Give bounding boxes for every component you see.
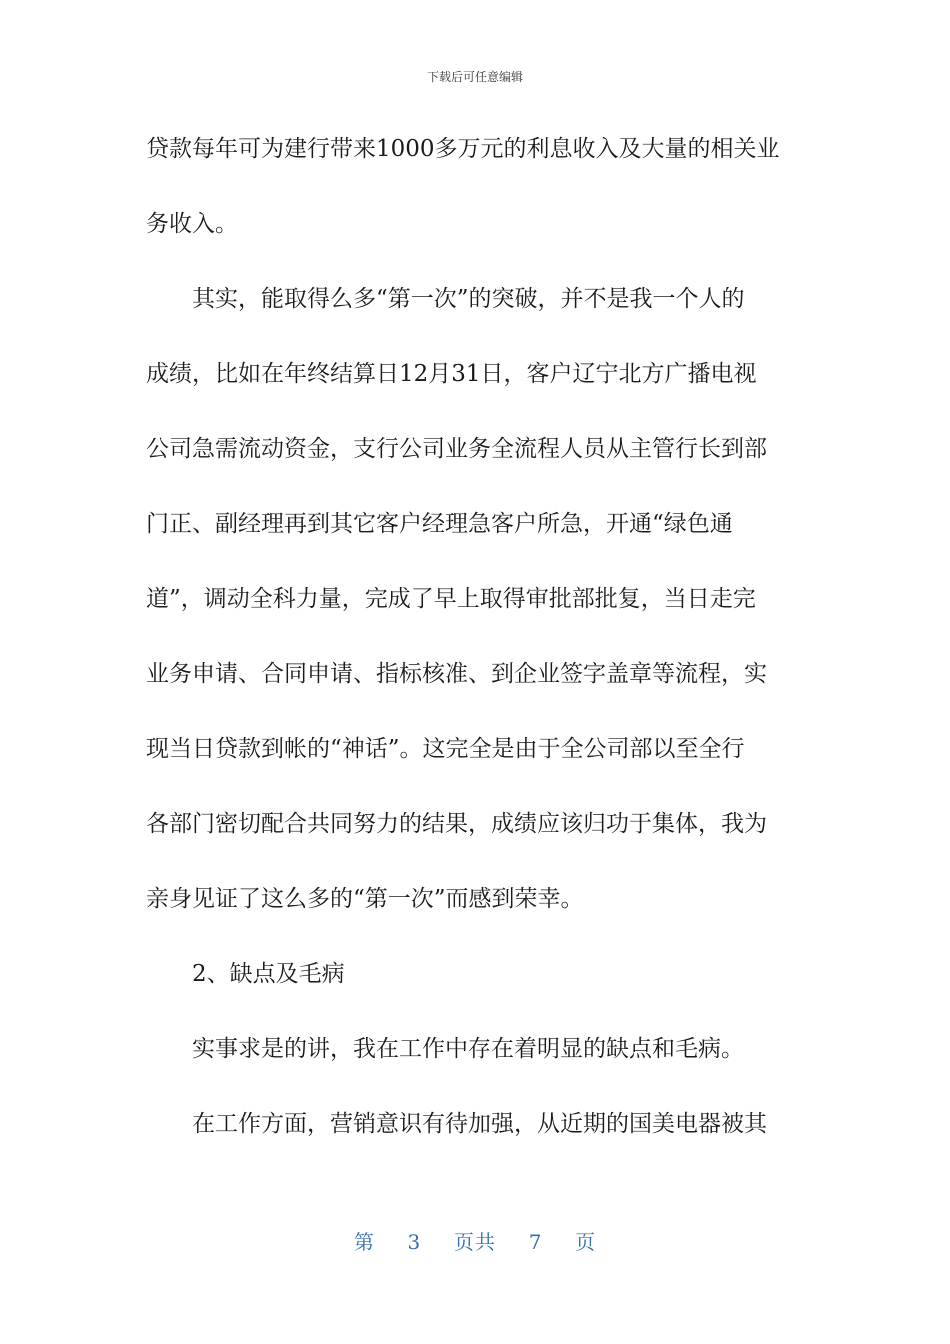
text-line: 道”，调动全科力量，完成了早上取得审批部批复，当日走完 <box>146 586 756 612</box>
page-middle: 页共 <box>454 1230 496 1254</box>
text-line: 公司急需流动资金，支行公司业务全流程人员从主管行长到部 <box>146 436 767 462</box>
page-prefix: 第 <box>353 1230 375 1254</box>
text-line: 成绩，比如在年终结算日12月31日，客户辽宁北方广播电视 <box>146 361 757 387</box>
text-line: 业务申请、合同申请、指标核准、到企业签字盖章等流程，实 <box>146 661 767 687</box>
text-line: 亲身见证了这么多的“第一次”而感到荣幸。 <box>146 886 584 912</box>
text-line: 现当日贷款到帐的“神话”。这完全是由于全公司部以至全行 <box>146 736 745 762</box>
section-heading: 2、缺点及毛病 <box>192 961 345 987</box>
text-line: 门正、副经理再到其它客户经理急客户所急，开通“绿色通 <box>146 511 733 537</box>
text-line: 实事求是的讲，我在工作中存在着明显的缺点和毛病。 <box>192 1036 744 1062</box>
text-line: 其实，能取得么多“第一次”的突破，并不是我一个人的 <box>192 286 745 312</box>
page-total: 7 <box>528 1230 543 1254</box>
text-line: 贷款每年可为建行带来1000多万元的利息收入及大量的相关业 <box>146 136 780 162</box>
text-line: 各部门密切配合共同努力的结果，成绩应该归功于集体，我为 <box>146 811 767 837</box>
text-line: 在工作方面，营销意识有待加强，从近期的国美电器被其 <box>192 1111 767 1137</box>
text-line: 务收入。 <box>146 211 238 237</box>
page-suffix: 页 <box>575 1230 597 1254</box>
page-footer <box>0 1226 950 1255</box>
page-number: 3 <box>407 1230 422 1254</box>
page-header-note: 下载后可任意编辑 <box>426 70 523 84</box>
